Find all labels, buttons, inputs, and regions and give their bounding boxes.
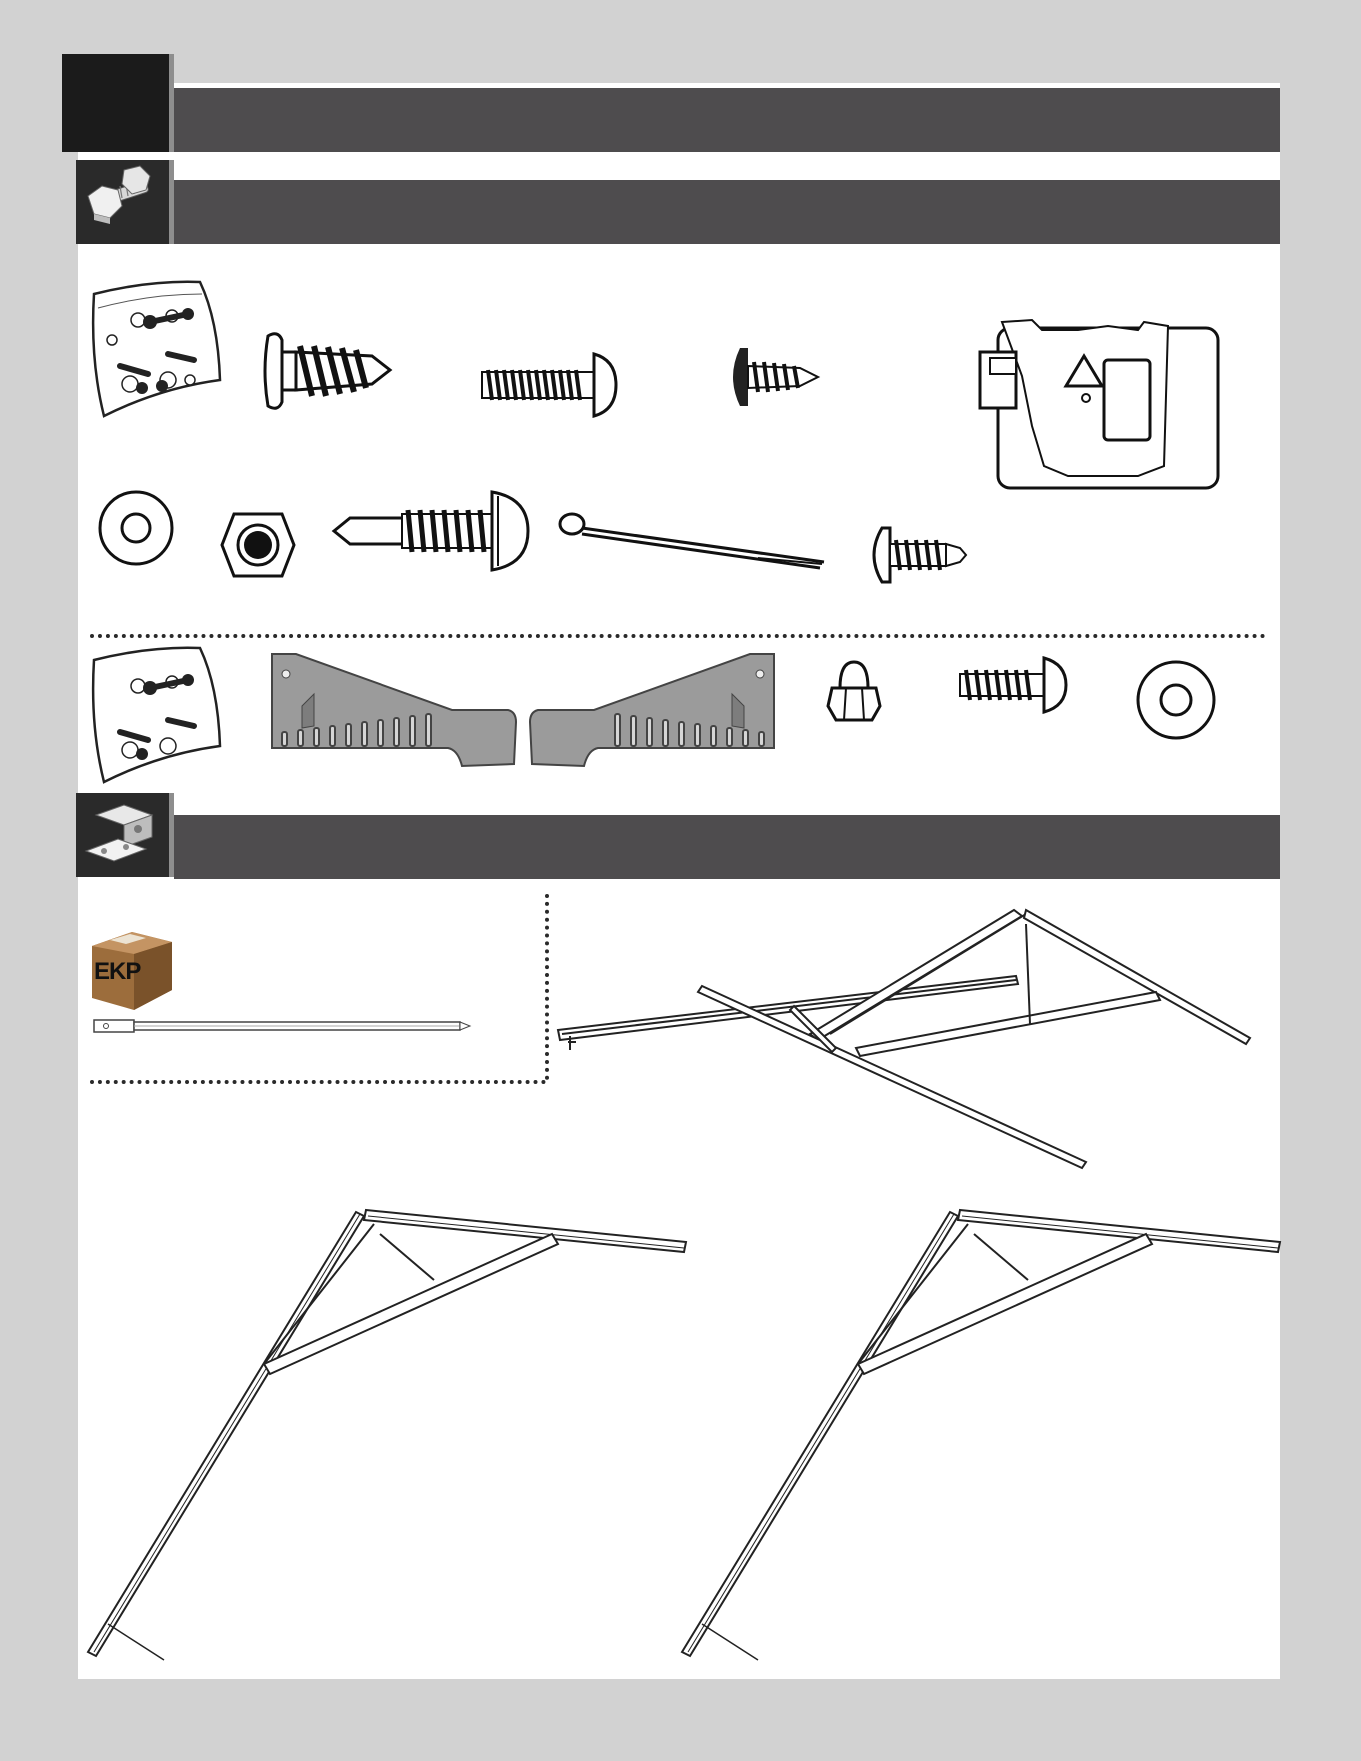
flat-washer-icon bbox=[96, 488, 176, 568]
truss-head-bolt-icon bbox=[960, 656, 1068, 714]
machine-bolt-icon bbox=[482, 350, 618, 420]
sheet-metal-screw-icon bbox=[726, 348, 822, 406]
mounting-plate-icon bbox=[978, 316, 1222, 492]
truss-right-illustration bbox=[682, 1204, 1282, 1664]
pan-head-screw-icon bbox=[866, 528, 970, 582]
truss-left-illustration bbox=[88, 1204, 688, 1664]
hardware-bag-icon-2 bbox=[90, 646, 224, 784]
gusset-plate-left-icon bbox=[262, 652, 520, 770]
parts-box-right-border bbox=[545, 894, 549, 1080]
flat-washer-icon-2 bbox=[1134, 658, 1218, 742]
lag-screw-icon bbox=[262, 330, 402, 412]
ekp-label: EKP bbox=[94, 958, 141, 985]
hardware-separator bbox=[90, 634, 1266, 638]
self-drilling-screw-icon bbox=[332, 486, 532, 576]
acorn-nut-icon bbox=[826, 658, 882, 724]
hardware-icon-tile bbox=[76, 160, 174, 244]
cotter-pin-icon bbox=[558, 510, 828, 570]
step-title-bar bbox=[174, 88, 1280, 152]
hex-bolt-nut-icon bbox=[76, 160, 169, 244]
roof-truss-assembly-illustration bbox=[556, 900, 1256, 1180]
parts-title-bar bbox=[174, 815, 1280, 879]
support-rod-icon bbox=[92, 1016, 472, 1036]
hardware-bag-icon bbox=[90, 280, 224, 418]
lock-nut-icon bbox=[220, 510, 296, 580]
hardware-title-bar bbox=[174, 180, 1280, 244]
step-number-tile bbox=[62, 54, 174, 152]
parts-icon-tile bbox=[76, 793, 174, 877]
parts-box-bottom-border bbox=[90, 1080, 546, 1084]
steel-bracket-icon bbox=[76, 793, 169, 877]
gusset-plate-right-icon bbox=[526, 652, 784, 770]
